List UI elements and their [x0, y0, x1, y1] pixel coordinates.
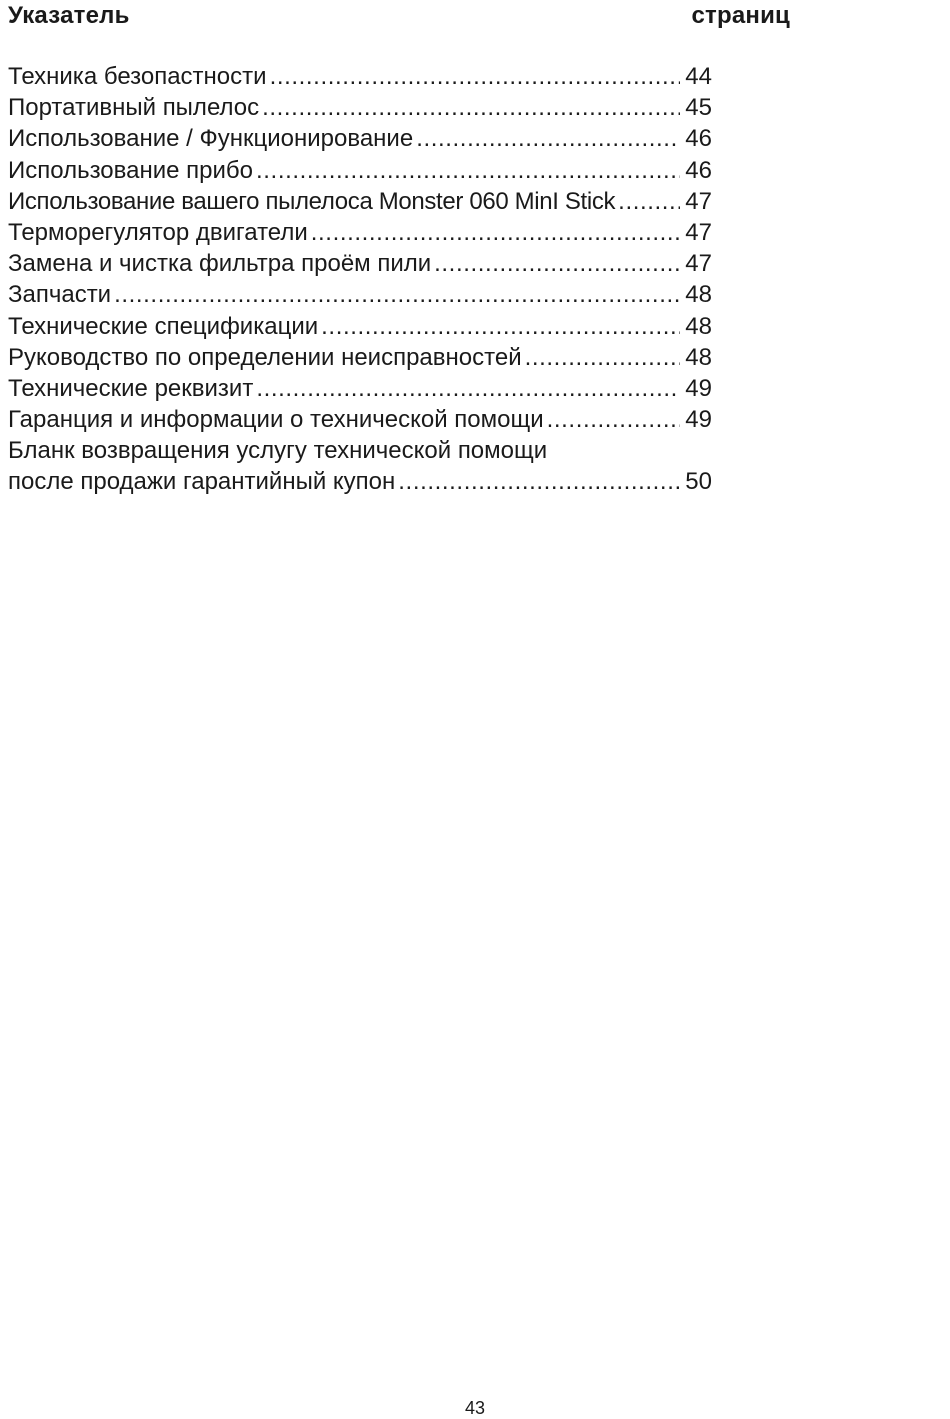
- toc-entry-first-line[interactable]: [8, 435, 712, 466]
- toc-entry-page: 46: [685, 156, 712, 184]
- toc-entry[interactable]: [8, 155, 712, 186]
- toc-entry-label: Запчасти: [8, 281, 112, 309]
- toc-entry-page: 48: [685, 312, 712, 340]
- toc-entry-page: 44: [685, 63, 712, 90]
- toc-entry-page: 46: [685, 125, 712, 153]
- toc-entry[interactable]: [8, 92, 712, 123]
- toc-entry-page: 47: [685, 187, 712, 215]
- toc-entry[interactable]: [8, 248, 712, 279]
- toc-entry[interactable]: [8, 123, 712, 154]
- toc-entry[interactable]: [8, 311, 712, 342]
- toc-entry-page: 48: [685, 281, 712, 309]
- table-of-contents: [8, 61, 712, 498]
- page-number: 43: [464, 1398, 486, 1418]
- dot-leader: [525, 342, 680, 373]
- dot-leader: [416, 123, 680, 154]
- toc-entry-label: Руководство по определении неисправностей: [8, 343, 522, 371]
- dot-leader: [398, 466, 680, 497]
- toc-entry-label: Использование / Функционирование: [8, 125, 414, 153]
- toc-entry-label: Терморегулятор двигатели: [8, 218, 308, 246]
- toc-entry-label: Портативный пылелос: [8, 94, 260, 122]
- toc-entry[interactable]: [8, 404, 712, 435]
- toc-entry[interactable]: [8, 186, 712, 217]
- toc-entry-label: Бланк возвращения услугу технической помощи: [8, 437, 548, 465]
- dot-leader: [321, 311, 680, 342]
- toc-entry-page: 47: [685, 250, 712, 278]
- toc-entry[interactable]: [8, 342, 712, 373]
- toc-entry-page: 48: [685, 343, 712, 371]
- toc-entry-page: 50: [685, 468, 712, 496]
- dot-leader: [256, 373, 680, 404]
- dot-leader: [311, 217, 680, 248]
- dot-leader: [434, 248, 680, 279]
- toc-entry-label: Технические спецификации: [8, 312, 319, 340]
- toc-entry-label: Использование вашего пылелоса Monster 060 MinI Stick: [8, 187, 616, 215]
- toc-entry-label: Технические реквизит: [8, 374, 254, 402]
- dot-leader: [547, 404, 680, 435]
- toc-entry-page: 49: [685, 406, 712, 434]
- dot-leader: [270, 61, 680, 92]
- toc-entry-label: Гаранция и информации о технической помощи: [8, 406, 544, 434]
- toc-entry-label: Техника безопастности: [8, 63, 267, 90]
- toc-title: Указатель: [8, 2, 130, 29]
- toc-entry-label: Использование прибо: [8, 156, 254, 184]
- dot-leader: [262, 92, 680, 123]
- dot-leader: [618, 186, 680, 217]
- dot-leader: [114, 279, 680, 310]
- toc-entry[interactable]: [8, 279, 712, 310]
- toc-entry-label: после продажи гарантийный купон: [8, 468, 396, 496]
- toc-entry-page: 45: [685, 94, 712, 122]
- toc-entry[interactable]: [8, 61, 712, 92]
- toc-entry-label: Замена и чистка фильтра проём пили: [8, 250, 432, 278]
- toc-entry-page: 49: [685, 374, 712, 402]
- toc-entry[interactable]: [8, 217, 712, 248]
- toc-entry-page: 47: [685, 218, 712, 246]
- toc-header: [8, 0, 790, 40]
- dot-leader: [256, 155, 680, 186]
- toc-entry[interactable]: [8, 373, 712, 404]
- pages-column-label: страниц: [691, 2, 790, 29]
- toc-entry[interactable]: [8, 466, 712, 497]
